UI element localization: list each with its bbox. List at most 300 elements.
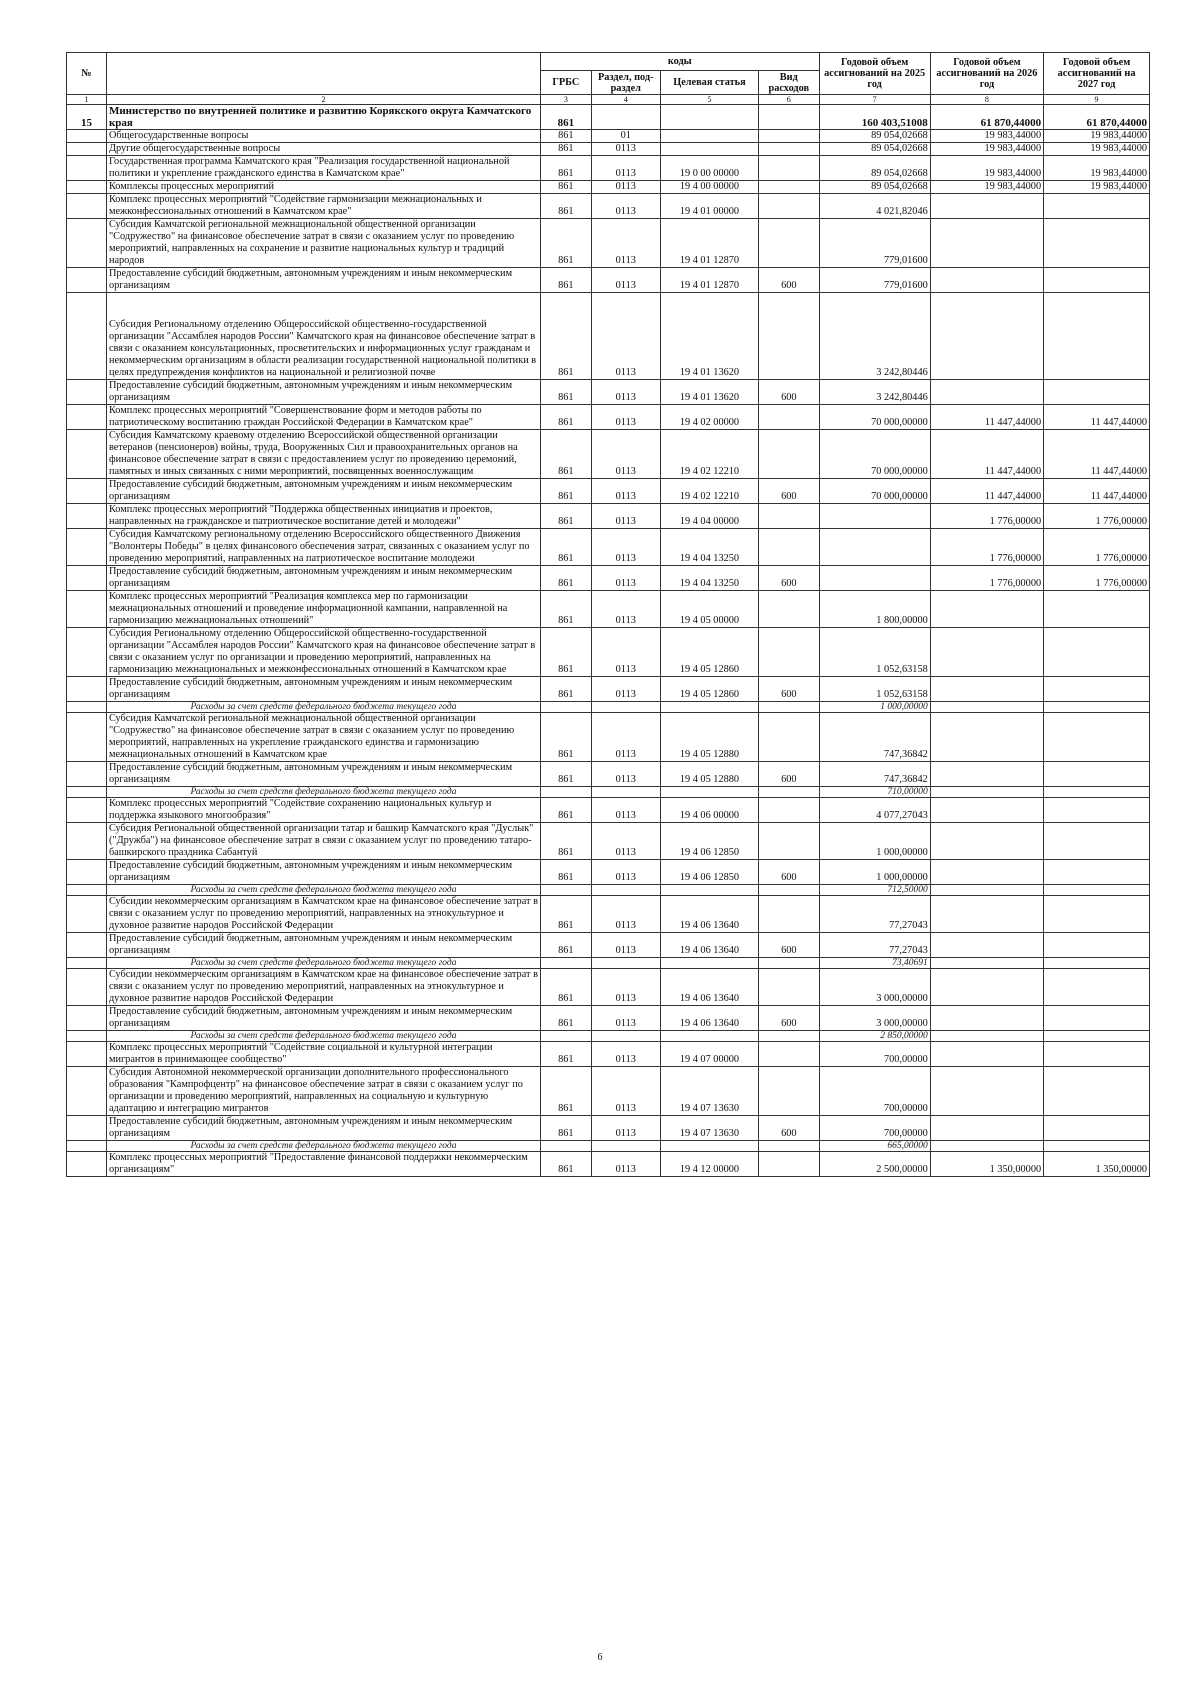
row-number [67, 896, 107, 933]
row-section: 0113 [591, 143, 660, 156]
row-grbs: 861 [540, 380, 591, 405]
row-target-article: 19 4 02 12210 [660, 430, 758, 479]
row-expense-type [759, 1031, 819, 1042]
row-section: 0113 [591, 1152, 660, 1177]
row-target-article: 19 4 06 12850 [660, 860, 758, 885]
row-section: 0113 [591, 933, 660, 958]
row-number [67, 591, 107, 628]
row-volume-2027: 1 776,00000 [1044, 566, 1150, 591]
row-grbs: 861 [540, 969, 591, 1006]
row-description: Субсидия Автономной некоммерческой организации дополнительного профессионального образования "Кампрофцентр" на финансовое обеспечение затрат в связи с оказанием услуг по организации и проведению мероприятий, направленных на социальную и культурную адаптацию и интеграцию мигрантов [106, 1067, 540, 1116]
row-volume-2025: 89 054,02668 [819, 181, 930, 194]
row-number [67, 479, 107, 504]
row-volume-2025: 700,00000 [819, 1116, 930, 1141]
row-section: 0113 [591, 268, 660, 293]
row-number [67, 1042, 107, 1067]
row-grbs: 861 [540, 268, 591, 293]
row-volume-2025: 160 403,51008 [819, 105, 930, 130]
row-section: 01 [591, 130, 660, 143]
row-grbs: 861 [540, 130, 591, 143]
table-row [67, 958, 1150, 969]
header-target-article: Целевая статья [660, 71, 758, 95]
row-number [67, 1031, 107, 1042]
table-row [67, 430, 1150, 479]
table-row [67, 380, 1150, 405]
row-target-article: 19 4 05 12860 [660, 628, 758, 677]
table-body [67, 105, 1150, 1177]
row-volume-2025: 1 052,63158 [819, 677, 930, 702]
row-volume-2027 [1044, 1116, 1150, 1141]
header-row-1 [67, 53, 1150, 71]
row-number [67, 713, 107, 762]
row-section [591, 702, 660, 713]
row-volume-2026: 19 983,44000 [930, 181, 1043, 194]
row-expense-type: 600 [759, 1116, 819, 1141]
row-grbs [540, 1141, 591, 1152]
row-target-article: 19 0 00 00000 [660, 156, 758, 181]
row-target-article [660, 958, 758, 969]
row-volume-2026 [930, 1031, 1043, 1042]
table-row [67, 504, 1150, 529]
table-row [67, 798, 1150, 823]
column-number-row [67, 95, 1150, 105]
row-grbs: 861 [540, 713, 591, 762]
table-row [67, 628, 1150, 677]
row-volume-2025: 700,00000 [819, 1067, 930, 1116]
row-expense-type [759, 430, 819, 479]
row-volume-2026 [930, 1067, 1043, 1116]
header-volume-2027: Годовой объем ассигнований на 2027 год [1044, 53, 1150, 95]
row-volume-2027 [1044, 1031, 1150, 1042]
row-number [67, 958, 107, 969]
row-description: Расходы за счет средств федерального бюджета текущего года [106, 787, 540, 798]
row-volume-2027: 61 870,44000 [1044, 105, 1150, 130]
header-codes: коды [540, 53, 819, 71]
row-volume-2026 [930, 860, 1043, 885]
row-volume-2026 [930, 702, 1043, 713]
row-description: Комплекс процессных мероприятий "Содействие гармонизации межнациональных и межконфессиональных отношений в Камчатском крае" [106, 194, 540, 219]
row-volume-2025: 665,00000 [819, 1141, 930, 1152]
row-grbs [540, 787, 591, 798]
row-number [67, 762, 107, 787]
table-row [67, 105, 1150, 130]
row-expense-type [759, 787, 819, 798]
row-grbs: 861 [540, 430, 591, 479]
row-number [67, 181, 107, 194]
row-description: Субсидии некоммерческим организациям в Камчатском крае на финансовое обеспечение затрат в связи с оказанием услуг по проведению мероприятий, направленных на этнокультурное и духовное развитие народов Российской Федерации [106, 969, 540, 1006]
row-expense-type [759, 194, 819, 219]
row-expense-type [759, 143, 819, 156]
row-volume-2027: 19 983,44000 [1044, 143, 1150, 156]
row-grbs: 861 [540, 405, 591, 430]
row-volume-2026: 1 350,00000 [930, 1152, 1043, 1177]
row-volume-2026 [930, 787, 1043, 798]
column-number: 8 [930, 95, 1043, 105]
row-section [591, 958, 660, 969]
row-volume-2025: 73,40691 [819, 958, 930, 969]
column-number: 5 [660, 95, 758, 105]
row-expense-type [759, 156, 819, 181]
row-volume-2027 [1044, 823, 1150, 860]
row-target-article: 19 4 04 00000 [660, 504, 758, 529]
row-target-article: 19 4 05 12860 [660, 677, 758, 702]
row-volume-2027 [1044, 958, 1150, 969]
row-volume-2026 [930, 380, 1043, 405]
table-row [67, 566, 1150, 591]
header-volume-2025: Годовой объем ассигнований на 2025 год [819, 53, 930, 95]
row-volume-2027 [1044, 1006, 1150, 1031]
row-volume-2025: 89 054,02668 [819, 156, 930, 181]
row-description: Комплекс процессных мероприятий "Совершенствование форм и методов работы по патриотическому воспитанию граждан Российской Федерации в Камчатском крае" [106, 405, 540, 430]
row-number [67, 1006, 107, 1031]
row-volume-2027 [1044, 933, 1150, 958]
row-description: Расходы за счет средств федерального бюджета текущего года [106, 1031, 540, 1042]
row-description: Субсидия Камчатской региональной межнациональной общественной организации "Содружество" на финансовое обеспечение затрат в связи с оказанием услуг по проведению мероприятий, направленных на сохранение и развитие национальных культур и традиций народов [106, 219, 540, 268]
row-section: 0113 [591, 1006, 660, 1031]
row-expense-type [759, 969, 819, 1006]
row-target-article: 19 4 05 00000 [660, 591, 758, 628]
row-volume-2026 [930, 958, 1043, 969]
row-volume-2026: 11 447,44000 [930, 430, 1043, 479]
row-target-article: 19 4 00 00000 [660, 181, 758, 194]
row-number [67, 1141, 107, 1152]
row-grbs: 861 [540, 798, 591, 823]
row-section: 0113 [591, 798, 660, 823]
row-volume-2025: 710,00000 [819, 787, 930, 798]
table-row [67, 1031, 1150, 1042]
header-number: № [67, 53, 107, 95]
row-description: Другие общегосударственные вопросы [106, 143, 540, 156]
row-volume-2026 [930, 591, 1043, 628]
row-section: 0113 [591, 762, 660, 787]
row-target-article: 19 4 12 00000 [660, 1152, 758, 1177]
row-description: Министерство по внутренней политике и развитию Корякского округа Камчатского края [106, 105, 540, 130]
row-target-article: 19 4 01 00000 [660, 194, 758, 219]
row-number [67, 860, 107, 885]
row-number [67, 504, 107, 529]
row-section: 0113 [591, 896, 660, 933]
table-row [67, 713, 1150, 762]
row-volume-2026: 19 983,44000 [930, 143, 1043, 156]
row-description: Предоставление субсидий бюджетным, автономным учреждениям и иным некоммерческим организациям [106, 479, 540, 504]
row-grbs: 861 [540, 529, 591, 566]
row-description: Предоставление субсидий бюджетным, автономным учреждениям и иным некоммерческим организациям [106, 566, 540, 591]
row-volume-2026: 61 870,44000 [930, 105, 1043, 130]
table-row [67, 268, 1150, 293]
row-volume-2025: 779,01600 [819, 219, 930, 268]
row-description: Расходы за счет средств федерального бюджета текущего года [106, 958, 540, 969]
row-grbs: 861 [540, 1006, 591, 1031]
row-grbs [540, 1031, 591, 1042]
row-section: 0113 [591, 529, 660, 566]
row-volume-2027 [1044, 1067, 1150, 1116]
table-row [67, 677, 1150, 702]
row-target-article: 19 4 07 13630 [660, 1067, 758, 1116]
table-row [67, 1067, 1150, 1116]
row-description: Предоставление субсидий бюджетным, автономным учреждениям и иным некоммерческим организациям [106, 1116, 540, 1141]
row-section: 0113 [591, 405, 660, 430]
row-target-article: 19 4 02 12210 [660, 479, 758, 504]
row-volume-2027 [1044, 1042, 1150, 1067]
row-grbs: 861 [540, 762, 591, 787]
row-volume-2027 [1044, 860, 1150, 885]
row-volume-2027: 19 983,44000 [1044, 181, 1150, 194]
column-number: 9 [1044, 95, 1150, 105]
row-grbs: 861 [540, 1042, 591, 1067]
row-expense-type: 600 [759, 677, 819, 702]
row-description: Расходы за счет средств федерального бюджета текущего года [106, 885, 540, 896]
row-grbs: 861 [540, 156, 591, 181]
table-row [67, 405, 1150, 430]
row-volume-2026 [930, 1042, 1043, 1067]
row-target-article: 19 4 05 12880 [660, 713, 758, 762]
row-volume-2027 [1044, 885, 1150, 896]
row-volume-2025: 1 000,00000 [819, 702, 930, 713]
table-row [67, 969, 1150, 1006]
row-volume-2027: 19 983,44000 [1044, 130, 1150, 143]
table-row [67, 479, 1150, 504]
row-description: Расходы за счет средств федерального бюджета текущего года [106, 1141, 540, 1152]
row-grbs: 861 [540, 933, 591, 958]
row-description: Комплекс процессных мероприятий "Предоставление финансовой поддержки некоммерческим организациям" [106, 1152, 540, 1177]
table-row [67, 933, 1150, 958]
row-volume-2026 [930, 933, 1043, 958]
row-description: Субсидии некоммерческим организациям в Камчатском крае на финансовое обеспечение затрат в связи с оказанием услуг по проведению мероприятий, направленных на этнокультурное и духовное развитие народов Российской Федерации [106, 896, 540, 933]
row-volume-2025: 4 077,27043 [819, 798, 930, 823]
row-grbs: 861 [540, 181, 591, 194]
row-volume-2027 [1044, 293, 1150, 380]
row-volume-2027 [1044, 219, 1150, 268]
table-row [67, 529, 1150, 566]
row-number [67, 1116, 107, 1141]
row-volume-2025: 1 052,63158 [819, 628, 930, 677]
row-expense-type [759, 105, 819, 130]
row-volume-2025: 712,50000 [819, 885, 930, 896]
row-volume-2026 [930, 677, 1043, 702]
row-volume-2026: 19 983,44000 [930, 130, 1043, 143]
row-volume-2026 [930, 823, 1043, 860]
header-description [106, 53, 540, 95]
row-volume-2025: 77,27043 [819, 933, 930, 958]
row-description: Субсидия Региональному отделению Общероссийской общественно-государственной организации "Ассамблея народов России" Камчатского края на финансовое обеспечение затрат в связи с оказанием консультационных, просветительских и информационных услуг гражданам и некоммерческим организациям в области реализации государственной национальной политики в целях предупреждения конфликтов на национальной и религиозной почве [106, 293, 540, 380]
row-number [67, 156, 107, 181]
row-expense-type: 600 [759, 566, 819, 591]
row-number [67, 130, 107, 143]
row-target-article: 19 4 06 13640 [660, 896, 758, 933]
row-target-article: 19 4 07 00000 [660, 1042, 758, 1067]
row-volume-2027: 11 447,44000 [1044, 479, 1150, 504]
row-target-article: 19 4 06 13640 [660, 1006, 758, 1031]
row-expense-type [759, 896, 819, 933]
row-target-article [660, 130, 758, 143]
row-volume-2026 [930, 896, 1043, 933]
row-description: Комплекс процессных мероприятий "Поддержка общественных инициатив и проектов, направленных на гражданское и патриотическое воспитание детей и молодежи" [106, 504, 540, 529]
row-expense-type [759, 1067, 819, 1116]
table-row [67, 896, 1150, 933]
header-expense-type: Вид расходов [759, 71, 819, 95]
row-section: 0113 [591, 156, 660, 181]
budget-allocation-table [66, 52, 1150, 1177]
row-expense-type [759, 181, 819, 194]
row-number [67, 405, 107, 430]
row-volume-2027: 1 776,00000 [1044, 504, 1150, 529]
row-number [67, 798, 107, 823]
row-section: 0113 [591, 479, 660, 504]
row-expense-type [759, 130, 819, 143]
row-target-article [660, 143, 758, 156]
row-volume-2025: 70 000,00000 [819, 479, 930, 504]
row-section: 0113 [591, 1116, 660, 1141]
row-grbs [540, 885, 591, 896]
row-target-article: 19 4 01 13620 [660, 380, 758, 405]
row-target-article [660, 702, 758, 713]
row-number [67, 885, 107, 896]
table-row [67, 143, 1150, 156]
row-grbs: 861 [540, 293, 591, 380]
row-volume-2025: 89 054,02668 [819, 143, 930, 156]
row-expense-type [759, 628, 819, 677]
column-number: 2 [106, 95, 540, 105]
row-grbs: 861 [540, 860, 591, 885]
row-description: Предоставление субсидий бюджетным, автономным учреждениям и иным некоммерческим организациям [106, 677, 540, 702]
row-volume-2025: 70 000,00000 [819, 405, 930, 430]
row-section [591, 787, 660, 798]
row-volume-2027: 11 447,44000 [1044, 405, 1150, 430]
row-section [591, 1141, 660, 1152]
row-number [67, 380, 107, 405]
row-target-article: 19 4 06 13640 [660, 969, 758, 1006]
row-grbs: 861 [540, 1116, 591, 1141]
row-volume-2025 [819, 566, 930, 591]
row-volume-2025: 2 850,00000 [819, 1031, 930, 1042]
row-target-article: 19 4 01 12870 [660, 219, 758, 268]
row-target-article: 19 4 01 13620 [660, 293, 758, 380]
row-volume-2025: 89 054,02668 [819, 130, 930, 143]
row-section: 0113 [591, 713, 660, 762]
row-grbs [540, 958, 591, 969]
row-volume-2025: 779,01600 [819, 268, 930, 293]
row-description: Субсидия Региональному отделению Общероссийской общественно-государственной организации "Ассамблея народов России" Камчатского края на финансовое обеспечение затрат в связи с оказанием услуг по организации и проведению мероприятий, направленных на гармонизацию межнациональных и межконфессиональных отношений в Камчатском крае [106, 628, 540, 677]
row-description: Расходы за счет средств федерального бюджета текущего года [106, 702, 540, 713]
row-expense-type [759, 1152, 819, 1177]
header-volume-2026: Годовой объем ассигнований на 2026 год [930, 53, 1043, 95]
row-volume-2025 [819, 529, 930, 566]
table-row [67, 130, 1150, 143]
row-volume-2026 [930, 762, 1043, 787]
row-volume-2025: 1 000,00000 [819, 860, 930, 885]
row-volume-2027: 11 447,44000 [1044, 430, 1150, 479]
row-volume-2026 [930, 194, 1043, 219]
row-number [67, 293, 107, 380]
row-volume-2026 [930, 1141, 1043, 1152]
row-section [591, 885, 660, 896]
row-expense-type [759, 823, 819, 860]
row-volume-2027: 1 776,00000 [1044, 529, 1150, 566]
row-section: 0113 [591, 591, 660, 628]
column-number: 6 [759, 95, 819, 105]
row-description: Предоставление субсидий бюджетным, автономным учреждениям и иным некоммерческим организациям [106, 380, 540, 405]
row-target-article: 19 4 06 12850 [660, 823, 758, 860]
row-volume-2026 [930, 219, 1043, 268]
row-grbs: 861 [540, 194, 591, 219]
page-number: 6 [597, 1652, 603, 1663]
row-number: 15 [67, 105, 107, 130]
row-volume-2025: 3 000,00000 [819, 1006, 930, 1031]
row-description: Комплекс процессных мероприятий "Содействие социальной и культурной интеграции мигрантов в принимающее сообщество" [106, 1042, 540, 1067]
row-number [67, 628, 107, 677]
row-volume-2025: 1 800,00000 [819, 591, 930, 628]
row-grbs: 861 [540, 479, 591, 504]
row-grbs: 861 [540, 504, 591, 529]
row-volume-2027 [1044, 677, 1150, 702]
row-volume-2027 [1044, 969, 1150, 1006]
row-volume-2025: 3 000,00000 [819, 969, 930, 1006]
row-volume-2025: 4 021,82046 [819, 194, 930, 219]
header-grbs: ГРБС [540, 71, 591, 95]
row-volume-2025: 700,00000 [819, 1042, 930, 1067]
row-target-article: 19 4 01 12870 [660, 268, 758, 293]
row-expense-type [759, 702, 819, 713]
row-description: Комплекс процессных мероприятий "Реализация комплекса мер по гармонизации межнациональных отношений и проведение информационной кампании, направленной на гармонизацию межнациональных отношений" [106, 591, 540, 628]
row-volume-2027 [1044, 268, 1150, 293]
row-number [67, 566, 107, 591]
row-target-article [660, 105, 758, 130]
row-expense-type: 600 [759, 380, 819, 405]
row-grbs: 861 [540, 823, 591, 860]
header-section: Раздел, под-раздел [591, 71, 660, 95]
row-volume-2027 [1044, 194, 1150, 219]
table-row [67, 1042, 1150, 1067]
row-section: 0113 [591, 504, 660, 529]
row-volume-2025: 747,36842 [819, 713, 930, 762]
table-row [67, 885, 1150, 896]
row-volume-2027 [1044, 702, 1150, 713]
row-volume-2027: 1 350,00000 [1044, 1152, 1150, 1177]
row-description: Общегосударственные вопросы [106, 130, 540, 143]
row-volume-2026 [930, 969, 1043, 1006]
row-volume-2027: 19 983,44000 [1044, 156, 1150, 181]
row-volume-2027 [1044, 896, 1150, 933]
row-grbs: 861 [540, 566, 591, 591]
row-number [67, 787, 107, 798]
row-volume-2027 [1044, 798, 1150, 823]
row-expense-type [759, 405, 819, 430]
row-volume-2026 [930, 628, 1043, 677]
row-expense-type: 600 [759, 268, 819, 293]
table-row [67, 156, 1150, 181]
row-grbs: 861 [540, 1067, 591, 1116]
row-volume-2025: 3 242,80446 [819, 293, 930, 380]
row-number [67, 1067, 107, 1116]
row-target-article [660, 787, 758, 798]
row-description: Субсидия Региональной общественной организации татар и башкир Камчатского края "Дуслык" ("Дружба") на финансовое обеспечение затрат в связи с оказанием услуг по проведению татаро-башкирского праздника Сабантуй [106, 823, 540, 860]
row-section: 0113 [591, 860, 660, 885]
row-grbs: 861 [540, 143, 591, 156]
row-volume-2026: 1 776,00000 [930, 529, 1043, 566]
row-section [591, 105, 660, 130]
row-expense-type [759, 219, 819, 268]
row-description: Комплекс процессных мероприятий "Содействие сохранению национальных культур и поддержка языкового многообразия" [106, 798, 540, 823]
row-description: Предоставление субсидий бюджетным, автономным учреждениям и иным некоммерческим организациям [106, 762, 540, 787]
table-row [67, 1141, 1150, 1152]
row-number [67, 268, 107, 293]
row-target-article: 19 4 06 13640 [660, 933, 758, 958]
column-number: 3 [540, 95, 591, 105]
table-row [67, 860, 1150, 885]
row-section: 0113 [591, 677, 660, 702]
table-row [67, 1116, 1150, 1141]
row-volume-2025: 70 000,00000 [819, 430, 930, 479]
